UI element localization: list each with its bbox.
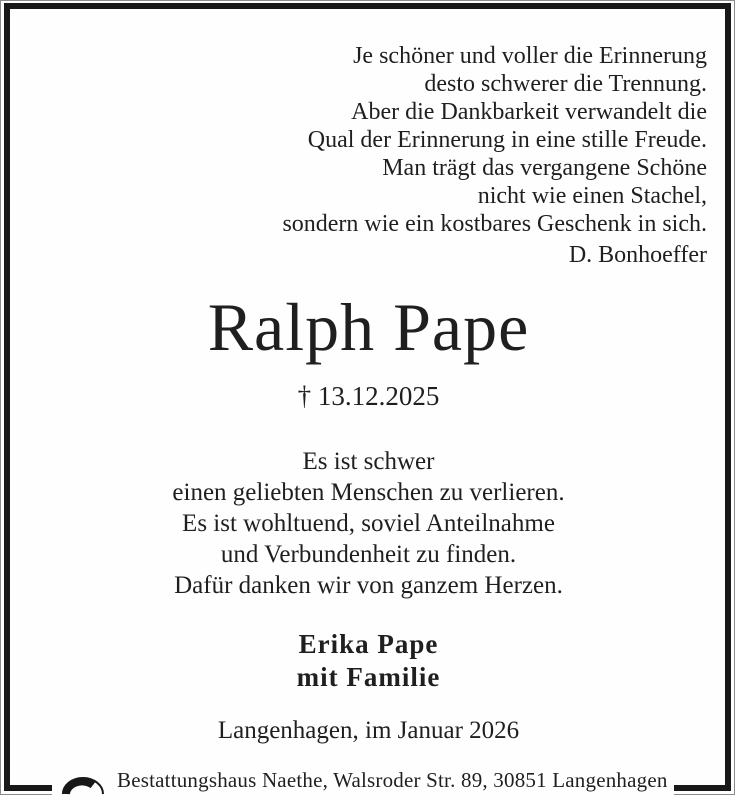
quote-line: desto schwerer die Trennung. [424, 71, 707, 97]
funeral-home-address: Bestattungshaus Naethe, Walsroder Str. 89, 30851 Langenhagen [117, 768, 668, 792]
message-line: einen geliebten Menschen zu verlieren. [172, 479, 565, 506]
quote-line: Aber die Dankbarkeit verwandelt die [351, 99, 707, 125]
quote-line: Qual der Erinnerung in eine stille Freude. [307, 127, 707, 153]
signature-line: Erika Pape [298, 629, 439, 659]
quote-line: Man trägt das vergangene Schöne [382, 155, 707, 181]
signature-line: mit Familie [296, 662, 441, 692]
place-and-date: Langenhagen, im Januar 2026 [217, 717, 520, 744]
death-date: † 13.12.2025 [297, 381, 440, 411]
message-line: Dafür danken wir von ganzem Herzen. [174, 572, 563, 599]
mourners-signature [0, 628, 737, 694]
funeral-home-footer [60, 768, 668, 795]
quote-line: Je schöner und voller die Erinnerung [353, 43, 707, 69]
thank-you-message [0, 446, 737, 601]
message-line: Es ist wohltuend, soviel Anteilnahme [182, 510, 555, 537]
memorial-quote [282, 42, 707, 269]
message-line: Es ist schwer [302, 448, 435, 475]
quote-line: sondern wie ein kostbares Geschenk in sich. [282, 211, 707, 237]
deceased-name: Ralph Pape [207, 289, 530, 365]
quote-line: nicht wie einen Stachel, [477, 183, 707, 209]
quote-attribution: D. Bonhoeffer [568, 242, 707, 268]
message-line: und Verbundenheit zu finden. [220, 541, 517, 568]
arch-logo-icon [60, 769, 108, 795]
